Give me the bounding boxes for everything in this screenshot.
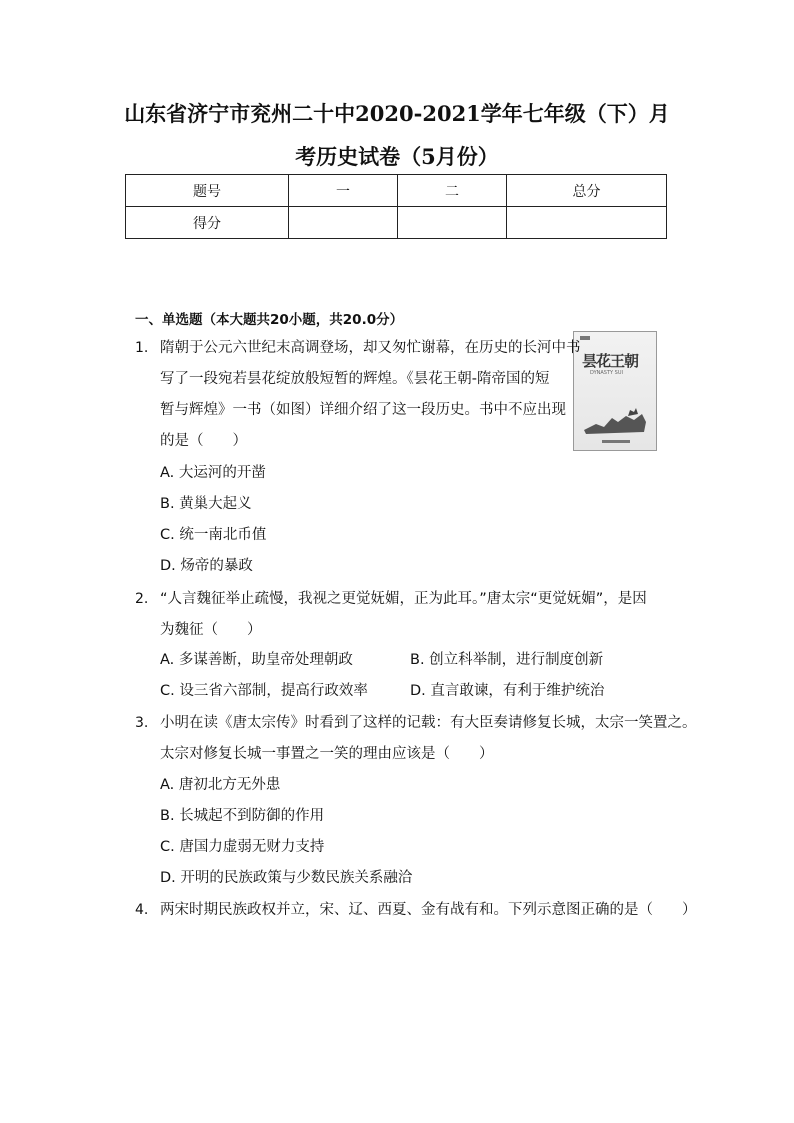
option-a: A. 大运河的开凿 — [160, 465, 266, 481]
book-cover-image — [573, 331, 657, 451]
option-d: D. 炀帝的暴政 — [160, 558, 253, 574]
score-table-header-row — [126, 175, 667, 207]
option-c: C. 统一南北币值 — [160, 527, 267, 543]
option-d: D. 开明的民族政策与少数民族关系融洽 — [160, 870, 413, 886]
option-a: A. 唐初北方无外患 — [160, 777, 281, 793]
score-header-part-1: 一 — [289, 175, 398, 207]
score-cell-part-2 — [398, 207, 507, 239]
book-cover-silhouette — [574, 332, 657, 451]
question-line: 暂与辉煌》一书（如图）详细介绍了这一段历史。书中不应出现 — [160, 402, 566, 418]
option-c: C. 设三省六部制，提高行政效率 — [160, 683, 368, 699]
score-table — [125, 174, 667, 239]
option-b: B. 黄巢大起义 — [160, 496, 252, 512]
exam-title-line-2: 考历史试卷（5月份） — [295, 144, 499, 169]
option-d: D. 直言敢谏，有利于维护统治 — [410, 683, 605, 699]
score-cell-total — [507, 207, 667, 239]
question-3-stem — [160, 708, 697, 770]
question-line: 的是（ ） — [160, 433, 247, 449]
question-number: 3. — [135, 715, 149, 731]
question-line: 写了一段宛若昙花绽放般短暂的辉煌。《昙花王朝-隋帝国的短 — [160, 371, 550, 387]
book-cover-title: 昙花王朝 — [582, 352, 639, 370]
score-row-label: 得分 — [126, 207, 289, 239]
book-cover-subtitle: DYNASTY SUI — [590, 370, 623, 376]
option-b: B. 创立科举制，进行制度创新 — [410, 652, 604, 668]
question-4-stem — [160, 895, 697, 926]
option-b: B. 长城起不到防御的作用 — [160, 808, 325, 824]
score-header-question-no: 题号 — [126, 175, 289, 207]
question-line: 小明在读《唐太宗传》时看到了这样的记载：有大臣奏请修复长城，太宗一笑置之。 — [160, 715, 697, 731]
score-header-part-2: 二 — [398, 175, 507, 207]
question-line: 为魏征（ ） — [160, 622, 262, 638]
question-number: 1. — [135, 340, 149, 356]
question-2-stem — [160, 584, 647, 646]
question-line: 两宋时期民族政权并立，宋、辽、西夏、金有战有和。下列示意图正确的是（ ） — [160, 902, 697, 918]
score-cell-part-1 — [289, 207, 398, 239]
exam-title-line-1: 山东省济宁市兖州二十中2020-2021学年七年级（下）月 — [124, 101, 670, 126]
option-a: A. 多谋善断，助皇帝处理朝政 — [160, 652, 353, 668]
option-c: C. 唐国力虚弱无财力支持 — [160, 839, 325, 855]
question-line: “人言魏征举止疏慢，我视之更觉妩媚，正为此耳。”唐太宗“更觉妩媚”，是因 — [160, 591, 647, 607]
score-header-total: 总分 — [507, 175, 667, 207]
question-line: 隋朝于公元六世纪末高调登场，却又匆忙谢幕，在历史的长河中书 — [160, 340, 581, 356]
score-table-score-row — [126, 207, 667, 239]
section-heading: 一、单选题（本大题共20小题，共20.0分） — [135, 312, 404, 328]
question-1-stem — [160, 333, 581, 457]
question-number: 2. — [135, 591, 149, 607]
question-line: 太宗对修复长城一事置之一笑的理由应该是（ ） — [160, 746, 494, 762]
question-number: 4. — [135, 902, 149, 918]
